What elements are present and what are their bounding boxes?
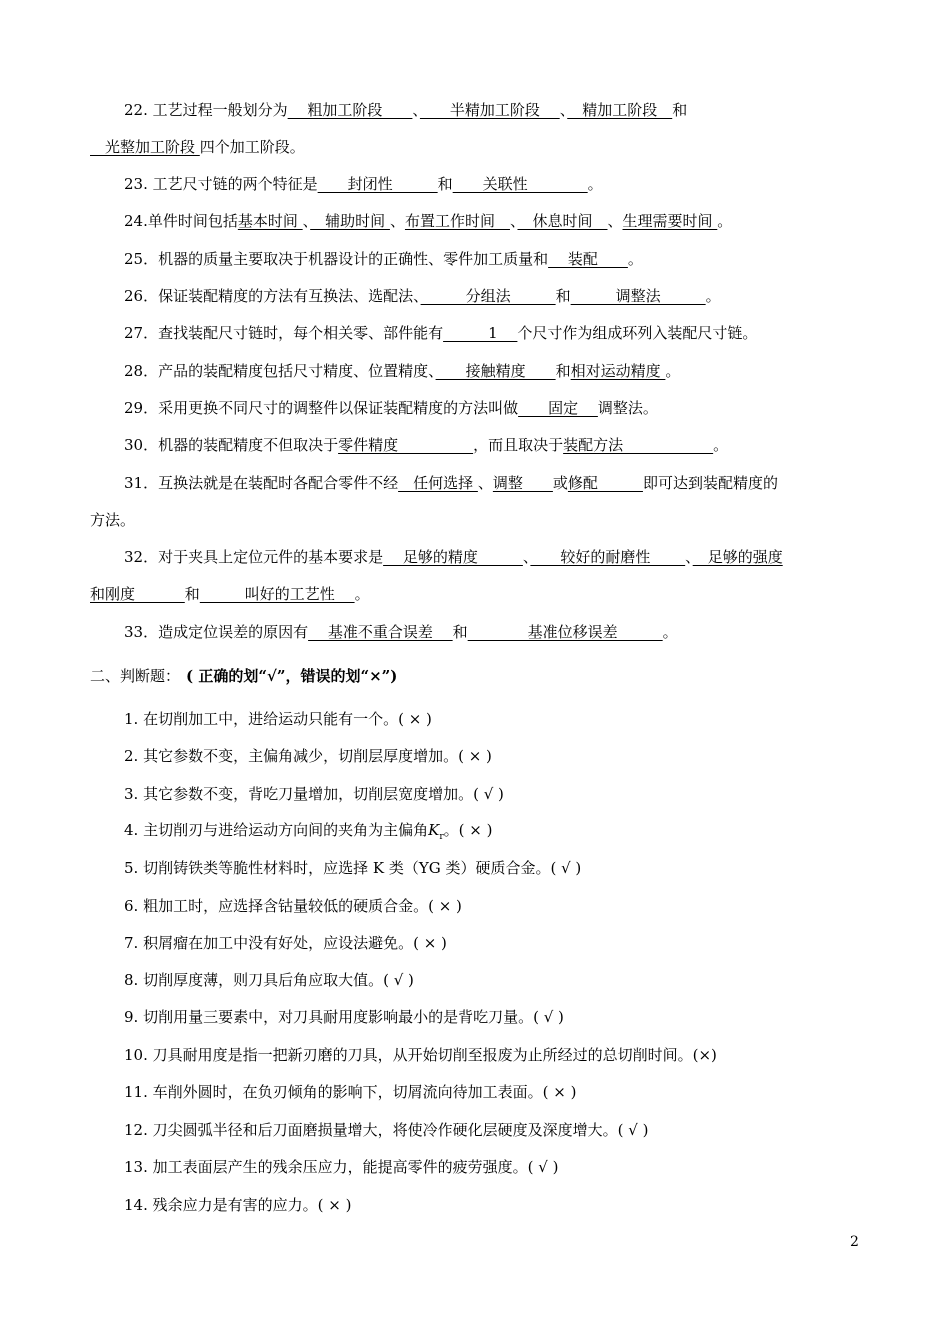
judge-item-text: 4. 主切削刃与进给运动方向间的夹角为主偏角 — [124, 821, 429, 839]
answer-blank: 粗加工阶段 — [287, 101, 413, 119]
question-30 — [124, 435, 728, 455]
question-23 — [124, 174, 603, 194]
question-22-line1 — [124, 100, 687, 120]
answer-blank: 任何选择 — [398, 474, 478, 492]
answer-blank: 布置工作时间 — [404, 212, 510, 230]
question-text: 。 — [665, 362, 681, 380]
question-text: 、 — [685, 548, 693, 566]
answer-blank: 1 — [443, 324, 518, 342]
page-number: 2 — [850, 1234, 859, 1250]
question-text: 和 — [555, 287, 571, 305]
question-text: 、 — [389, 212, 405, 230]
question-text: 22. 工艺过程一般划分为 — [124, 101, 288, 119]
question-text: 或 — [552, 474, 568, 492]
question-text: 23. 工艺尺寸链的两个特征是 — [124, 175, 318, 193]
judge-item-tail: 。( × ) — [443, 821, 493, 839]
answer-blank: 固定 — [518, 399, 598, 417]
judge-item: 12. 刀尖圆弧半径和后刀面磨损量增大，将使冷作硬化层硬度及深度增大。( √ ) — [124, 1121, 649, 1139]
judge-item: 3. 其它参数不变，背吃刀量增加，切削层宽度增加。( √ ) — [124, 785, 504, 803]
question-text: 、 — [302, 212, 311, 230]
question-27 — [124, 323, 757, 343]
question-33 — [124, 622, 678, 642]
judge-item: 5. 切削铸铁类等脆性材料时，应选择 K 类（YG 类）硬质合金。( √ ) — [124, 859, 582, 877]
question-text: ，而且取决于 — [473, 436, 564, 454]
answer-blank: 装配方法 — [563, 436, 714, 454]
answer-blank: 修配 — [567, 474, 643, 492]
question-text: 和 — [555, 362, 571, 380]
question-text: 25．机器的质量主要取决于机器设计的正确性、零件加工质量和 — [124, 250, 549, 268]
question-32-line2 — [90, 584, 370, 604]
answer-blank: 基准位移误差 — [467, 623, 663, 641]
question-text: 28．产品的装配精度包括尺寸精度、位置精度、 — [124, 362, 436, 380]
judge-item: 6. 粗加工时，应选择含钴量较低的硬质合金。( × ) — [124, 897, 462, 915]
question-text: 方法。 — [90, 511, 136, 529]
answer-blank: 相对运动精度 — [570, 362, 666, 380]
answer-blank: 和刚度 — [90, 585, 185, 603]
question-text: 30．机器的装配精度不但取决于 — [124, 436, 339, 454]
judge-item: 14. 残余应力是有害的应力。( × ) — [124, 1196, 352, 1214]
question-text: 、 — [522, 548, 531, 566]
question-31-line1 — [124, 473, 778, 493]
answer-blank: 精加工阶段 — [567, 101, 673, 119]
answer-blank: 较好的耐磨性 — [530, 548, 686, 566]
question-text: 和 — [437, 175, 453, 193]
question-text: 24.单件时间包括 — [124, 212, 238, 230]
question-31-line2 — [90, 510, 135, 530]
judge-item — [124, 820, 492, 840]
question-text: 。 — [713, 436, 729, 454]
question-text: 32．对于夹具上定位元件的基本要求是 — [124, 548, 384, 566]
answer-blank: 零件精度 — [338, 436, 474, 454]
question-29 — [124, 398, 658, 418]
question-text: 。 — [662, 623, 678, 641]
question-text: 27．查找装配尺寸链时，每个相关零、部件能有 — [124, 324, 444, 342]
answer-blank: 装配 — [548, 250, 628, 268]
question-text: 和 — [452, 623, 468, 641]
kr-subscript: r — [439, 832, 444, 842]
answer-blank: 接触精度 — [435, 362, 556, 380]
question-text: 、 — [412, 101, 420, 119]
answer-blank: 调整 — [492, 474, 553, 492]
answer-blank: 封闭性 — [317, 175, 438, 193]
question-text: 、 — [509, 212, 518, 230]
question-26 — [124, 286, 721, 306]
judge-item: 2. 其它参数不变，主偏角减少，切削层厚度增加。( × ) — [124, 747, 492, 765]
judge-item: 8. 切削厚度薄，则刀具后角应取大值。( √ ) — [124, 971, 414, 989]
answer-blank: 足够的精度 — [383, 548, 523, 566]
question-22-line2 — [90, 137, 305, 157]
question-32-line1 — [124, 547, 783, 567]
answer-blank: 基准不重合误差 — [308, 623, 453, 641]
question-text: 个尺寸作为组成环列入装配尺寸链。 — [517, 324, 758, 342]
question-text: 。 — [587, 175, 603, 193]
answer-blank: 生理需要时间 — [622, 212, 718, 230]
section-note: ( 正确的划“√”，错误的划“×”) — [186, 667, 398, 685]
question-text: 、 — [477, 474, 493, 492]
judge-item: 13. 加工表面层产生的残余压应力，能提高零件的疲劳强度。( √ ) — [124, 1158, 559, 1176]
answer-blank: 休息时间 — [517, 212, 608, 230]
section-heading — [90, 666, 397, 686]
answer-blank: 足够的强度 — [692, 548, 783, 566]
judge-item: 9. 切削用量三要素中，对刀具耐用度影响最小的是背吃刀量。( √ ) — [124, 1008, 564, 1026]
question-text: 和 — [672, 101, 688, 119]
kr-symbol: K — [428, 821, 440, 839]
answer-blank: 光整加工阶段 — [90, 138, 200, 156]
section-title: 二、判断题： — [90, 667, 181, 685]
judge-item: 10. 刀具耐用度是指一把新刃磨的刀具，从开始切削至报废为止所经过的总切削时间。(×) — [124, 1046, 717, 1064]
question-text: 29．采用更换不同尺寸的调整件以保证装配精度的方法叫做 — [124, 399, 519, 417]
judge-item: 7. 积屑瘤在加工中没有好处，应设法避免。( × ) — [124, 934, 447, 952]
question-text: 31．互换法就是在装配时各配合零件不经 — [124, 474, 399, 492]
question-25 — [124, 249, 643, 269]
answer-blank: 叫好的工艺性 — [199, 585, 355, 603]
answer-blank: 半精加工阶段 — [419, 101, 560, 119]
question-text: 、 — [607, 212, 623, 230]
question-text: 四个加工阶段。 — [199, 138, 305, 156]
question-text: 和 — [184, 585, 200, 603]
answer-blank: 调整法 — [570, 287, 706, 305]
answer-blank: 基本时间 — [237, 212, 303, 230]
judge-item: 11. 车削外圆时，在负刃倾角的影响下，切屑流向待加工表面。( × ) — [124, 1083, 577, 1101]
answer-blank: 分组法 — [420, 287, 556, 305]
question-28 — [124, 361, 680, 381]
judge-item: 1. 在切削加工中，进给运动只能有一个。( × ) — [124, 710, 432, 728]
question-text: 。 — [717, 212, 733, 230]
answer-blank: 辅助时间 — [310, 212, 390, 230]
question-text: 调整法。 — [597, 399, 658, 417]
question-24 — [124, 211, 732, 231]
question-text: 。 — [705, 287, 721, 305]
answer-blank: 关联性 — [452, 175, 588, 193]
question-text: 33．造成定位误差的原因有 — [124, 623, 309, 641]
question-text: 即可达到装配精度的 — [642, 474, 778, 492]
question-text: 。 — [627, 250, 643, 268]
question-text: 26．保证装配精度的方法有互换法、选配法、 — [124, 287, 421, 305]
question-text: 、 — [559, 101, 568, 119]
question-text: 。 — [354, 585, 370, 603]
